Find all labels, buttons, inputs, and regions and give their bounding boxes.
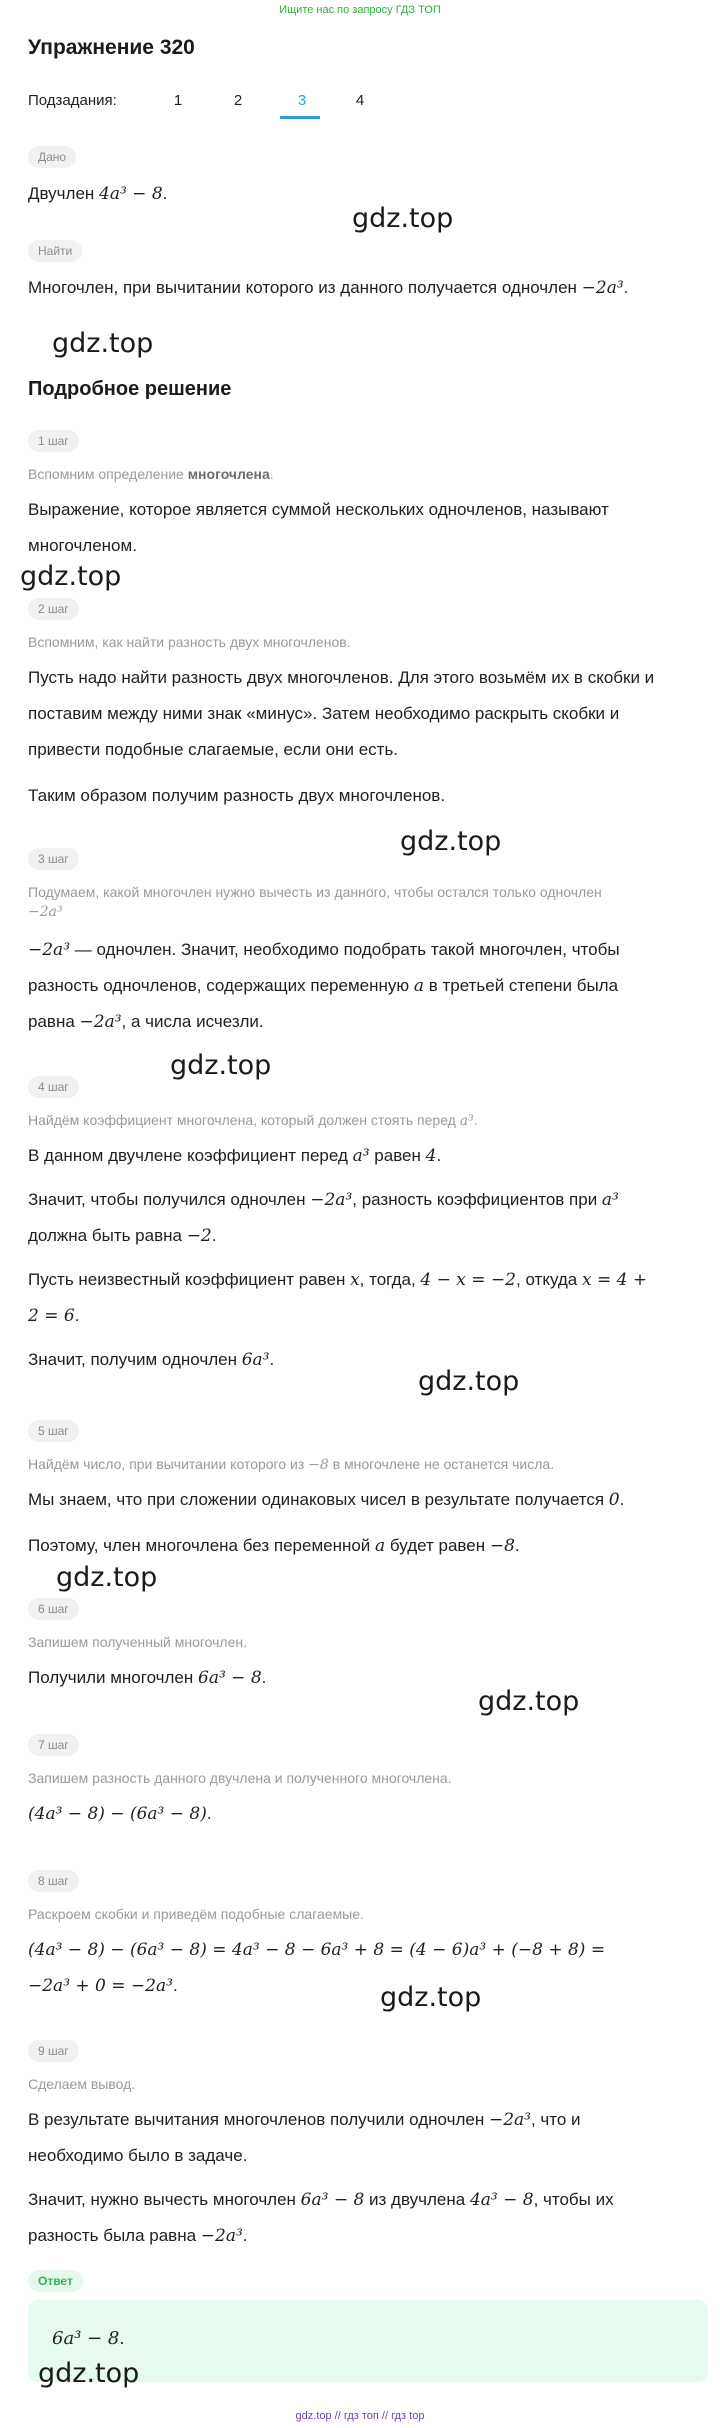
step-3-line-1: −2a³ — одночлен. Значит, необходимо подобрать такой многочлен, чтобы bbox=[28, 940, 620, 960]
watermark: gdz.top bbox=[170, 1050, 272, 1081]
top-banner[interactable]: Ищите нас по запросу ГДЗ ТОП bbox=[279, 4, 441, 16]
tab-3[interactable]: 3 bbox=[297, 92, 307, 109]
tab-4[interactable]: 4 bbox=[355, 92, 365, 109]
step-4-line-1: В данном двучлене коэффициент перед a³ равен 4. bbox=[28, 1146, 442, 1166]
step-7-label: 7 шаг bbox=[28, 1734, 79, 1756]
watermark: gdz.top bbox=[418, 1366, 520, 1397]
step-4-hint: Найдём коэффициент многочлена, который должен стоять перед a³. bbox=[28, 1112, 478, 1129]
tab-1[interactable]: 1 bbox=[173, 92, 183, 109]
step-5-label: 5 шаг bbox=[28, 1420, 79, 1442]
step-5-line-1: Мы знаем, что при сложении одинаковых чисел в результате получается 0. bbox=[28, 1490, 625, 1510]
watermark: gdz.top bbox=[38, 2358, 140, 2389]
step-3-hint: Подумаем, какой многочлен нужно вычесть из данного, чтобы остался только одночлен bbox=[28, 884, 602, 900]
step-8-hint: Раскроем скобки и приведём подобные слагаемые. bbox=[28, 1906, 364, 1922]
given-text: Двучлен 4a³ − 8. bbox=[28, 184, 168, 204]
step-4-line-2: Значит, чтобы получился одночлен −2a³, разность коэффициентов при a³ bbox=[28, 1190, 619, 1210]
step-8-label: 8 шаг bbox=[28, 1870, 79, 1892]
solution-heading: Подробное решение bbox=[28, 378, 232, 400]
step-4-line-4: Пусть неизвестный коэффициент равен x, тогда, 4 − x = −2, откуда x = 4 + bbox=[28, 1270, 648, 1290]
active-tab-indicator bbox=[280, 116, 320, 119]
watermark: gdz.top bbox=[352, 203, 454, 234]
step-1-line-1: Выражение, которое является суммой нескольких одночленов, называют bbox=[28, 500, 609, 519]
step-8-line-1: (4a³ − 8) − (6a³ − 8) = 4a³ − 8 − 6a³ + 8 = (4 − 6)a³ + (−8 + 8) = bbox=[28, 1940, 606, 1960]
step-3-hint-expr: −2a³ bbox=[28, 904, 63, 920]
step-3-line-2: разность одночленов, содержащих переменную a в третьей степени была bbox=[28, 976, 619, 996]
step-9-line-2: необходимо было в задаче. bbox=[28, 2146, 248, 2165]
step-4-line-6: Значит, получим одночлен 6a³. bbox=[28, 1350, 275, 1370]
step-2-line-2: поставим между ними знак «минус». Затем необходимо раскрыть скобки и bbox=[28, 704, 620, 723]
page-title: Упражнение 320 bbox=[28, 36, 195, 59]
step-6-line-1: Получили многочлен 6a³ − 8. bbox=[28, 1668, 267, 1688]
given-label: Дано bbox=[28, 146, 76, 168]
tab-2[interactable]: 2 bbox=[233, 92, 243, 109]
step-3-line-3: равна −2a³, а числа исчезли. bbox=[28, 1012, 264, 1032]
answer-text: 6a³ − 8. bbox=[52, 2328, 125, 2349]
step-5-line-2: Поэтому, член многочлена без переменной a будет равен −8. bbox=[28, 1536, 520, 1556]
answer-label: Ответ bbox=[28, 2270, 83, 2292]
footer-links[interactable]: gdz.top // гдз топ // гдз top bbox=[295, 2410, 425, 2422]
watermark: gdz.top bbox=[52, 328, 154, 359]
step-2-line-4: Таким образом получим разность двух многочленов. bbox=[28, 786, 446, 805]
step-9-line-4: разность была равна −2a³. bbox=[28, 2226, 248, 2246]
watermark: gdz.top bbox=[400, 826, 502, 857]
watermark: gdz.top bbox=[20, 561, 122, 592]
watermark: gdz.top bbox=[380, 1982, 482, 2013]
step-9-hint: Сделаем вывод. bbox=[28, 2076, 136, 2092]
step-2-label: 2 шаг bbox=[28, 598, 79, 620]
find-label: Найти bbox=[28, 240, 82, 262]
step-9-line-3: Значит, нужно вычесть многочлен 6a³ − 8 из двучлена 4a³ − 8, чтобы их bbox=[28, 2190, 614, 2210]
step-2-line-1: Пусть надо найти разность двух многочленов. Для этого возьмём их в скобки и bbox=[28, 668, 655, 687]
step-2-hint: Вспомним, как найти разность двух многочленов. bbox=[28, 634, 351, 650]
watermark: gdz.top bbox=[478, 1686, 580, 1717]
step-4-line-5: 2 = 6. bbox=[28, 1306, 80, 1326]
step-9-label: 9 шаг bbox=[28, 2040, 79, 2062]
step-8-line-2: −2a³ + 0 = −2a³. bbox=[28, 1976, 178, 1996]
step-5-hint: Найдём число, при вычитании которого из −8 в многочлене не останется числа. bbox=[28, 1456, 555, 1473]
step-1-hint: Вспомним определение многочлена. bbox=[28, 466, 274, 482]
step-4-label: 4 шаг bbox=[28, 1076, 79, 1098]
subtasks-label: Подзадания: bbox=[28, 92, 117, 109]
step-1-label: 1 шаг bbox=[28, 430, 79, 452]
step-6-hint: Запишем полученный многочлен. bbox=[28, 1634, 248, 1650]
watermark: gdz.top bbox=[56, 1562, 158, 1593]
step-9-line-1: В результате вычитания многочленов получили одночлен −2a³, что и bbox=[28, 2110, 581, 2130]
step-7-line-1: (4a³ − 8) − (6a³ − 8). bbox=[28, 1804, 212, 1824]
step-7-hint: Запишем разность данного двучлена и полученного многочлена. bbox=[28, 1770, 452, 1786]
step-2-line-3: привести подобные слагаемые, если они есть. bbox=[28, 740, 399, 759]
step-3-label: 3 шаг bbox=[28, 848, 79, 870]
find-text: Многочлен, при вычитании которого из данного получается одночлен −2a³. bbox=[28, 278, 629, 298]
step-4-line-3: должна быть равна −2. bbox=[28, 1226, 217, 1246]
step-1-line-2: многочленом. bbox=[28, 536, 137, 555]
step-6-label: 6 шаг bbox=[28, 1598, 79, 1620]
